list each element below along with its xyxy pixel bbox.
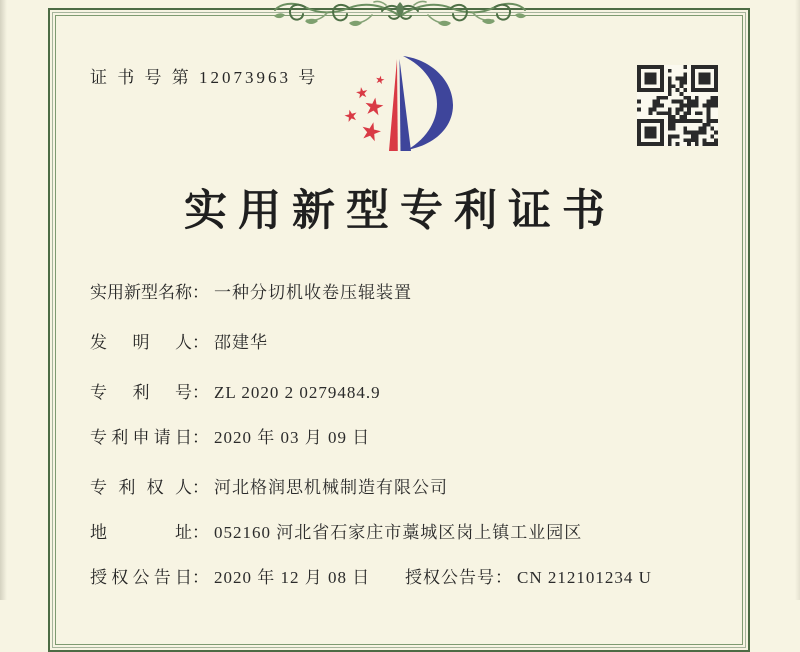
field-row-patentee: [90, 473, 750, 499]
field-value: 2020 年 03 月 09 日: [214, 428, 371, 447]
field-label: 发明人: [90, 333, 192, 352]
field-value: 河北格润思机械制造有限公司: [214, 478, 448, 497]
field-value: 052160 河北省石家庄市藁城区岗上镇工业园区: [214, 523, 583, 542]
field-value: ZL 2020 2 0279484.9: [214, 383, 381, 402]
field-label: 专利号: [90, 383, 192, 402]
logo-stars: [343, 75, 385, 142]
field-value: 2020 年 12 月 08 日: [214, 568, 371, 587]
field-label: 实用新型名称: [90, 283, 192, 302]
field-colon: ：: [192, 478, 209, 497]
certificate-number: 证 书 号 第 12073963 号: [90, 68, 319, 87]
certificate-title: 实用新型专利证书: [184, 188, 616, 235]
field-colon: ：: [192, 428, 209, 447]
field-row-invention-name: [90, 278, 750, 304]
field-colon: ：: [192, 383, 209, 402]
cnipa-logo-icon: [333, 50, 471, 164]
field-label: 授权公告号: [405, 568, 495, 587]
field-row-grant-date: [90, 563, 750, 589]
field-colon: ：: [192, 333, 209, 352]
field-label: 专利权人: [90, 478, 192, 497]
field-row-address: [90, 518, 750, 544]
field-value: 一种分切机收卷压辊装置: [214, 283, 412, 302]
field-grant-announcement-number: [405, 563, 652, 588]
field-row-filing-date: [90, 423, 750, 449]
field-label: 地址: [90, 523, 192, 542]
field-colon: ：: [192, 283, 209, 302]
field-label: 专利申请日: [90, 428, 192, 447]
field-colon: ：: [192, 568, 209, 587]
scan-edge-shadow-right: [795, 0, 800, 600]
floral-ornament-icon: [268, 0, 532, 33]
field-row-inventor: [90, 328, 750, 354]
field-colon: ：: [495, 568, 512, 587]
field-value: 邵建华: [214, 333, 268, 352]
field-row-patent-number: [90, 378, 750, 404]
scan-edge-shadow-left: [0, 0, 7, 600]
field-label: 授权公告日: [90, 568, 192, 587]
field-value: CN 212101234 U: [517, 568, 652, 587]
qr-code: [637, 65, 718, 146]
field-colon: ：: [192, 523, 209, 542]
